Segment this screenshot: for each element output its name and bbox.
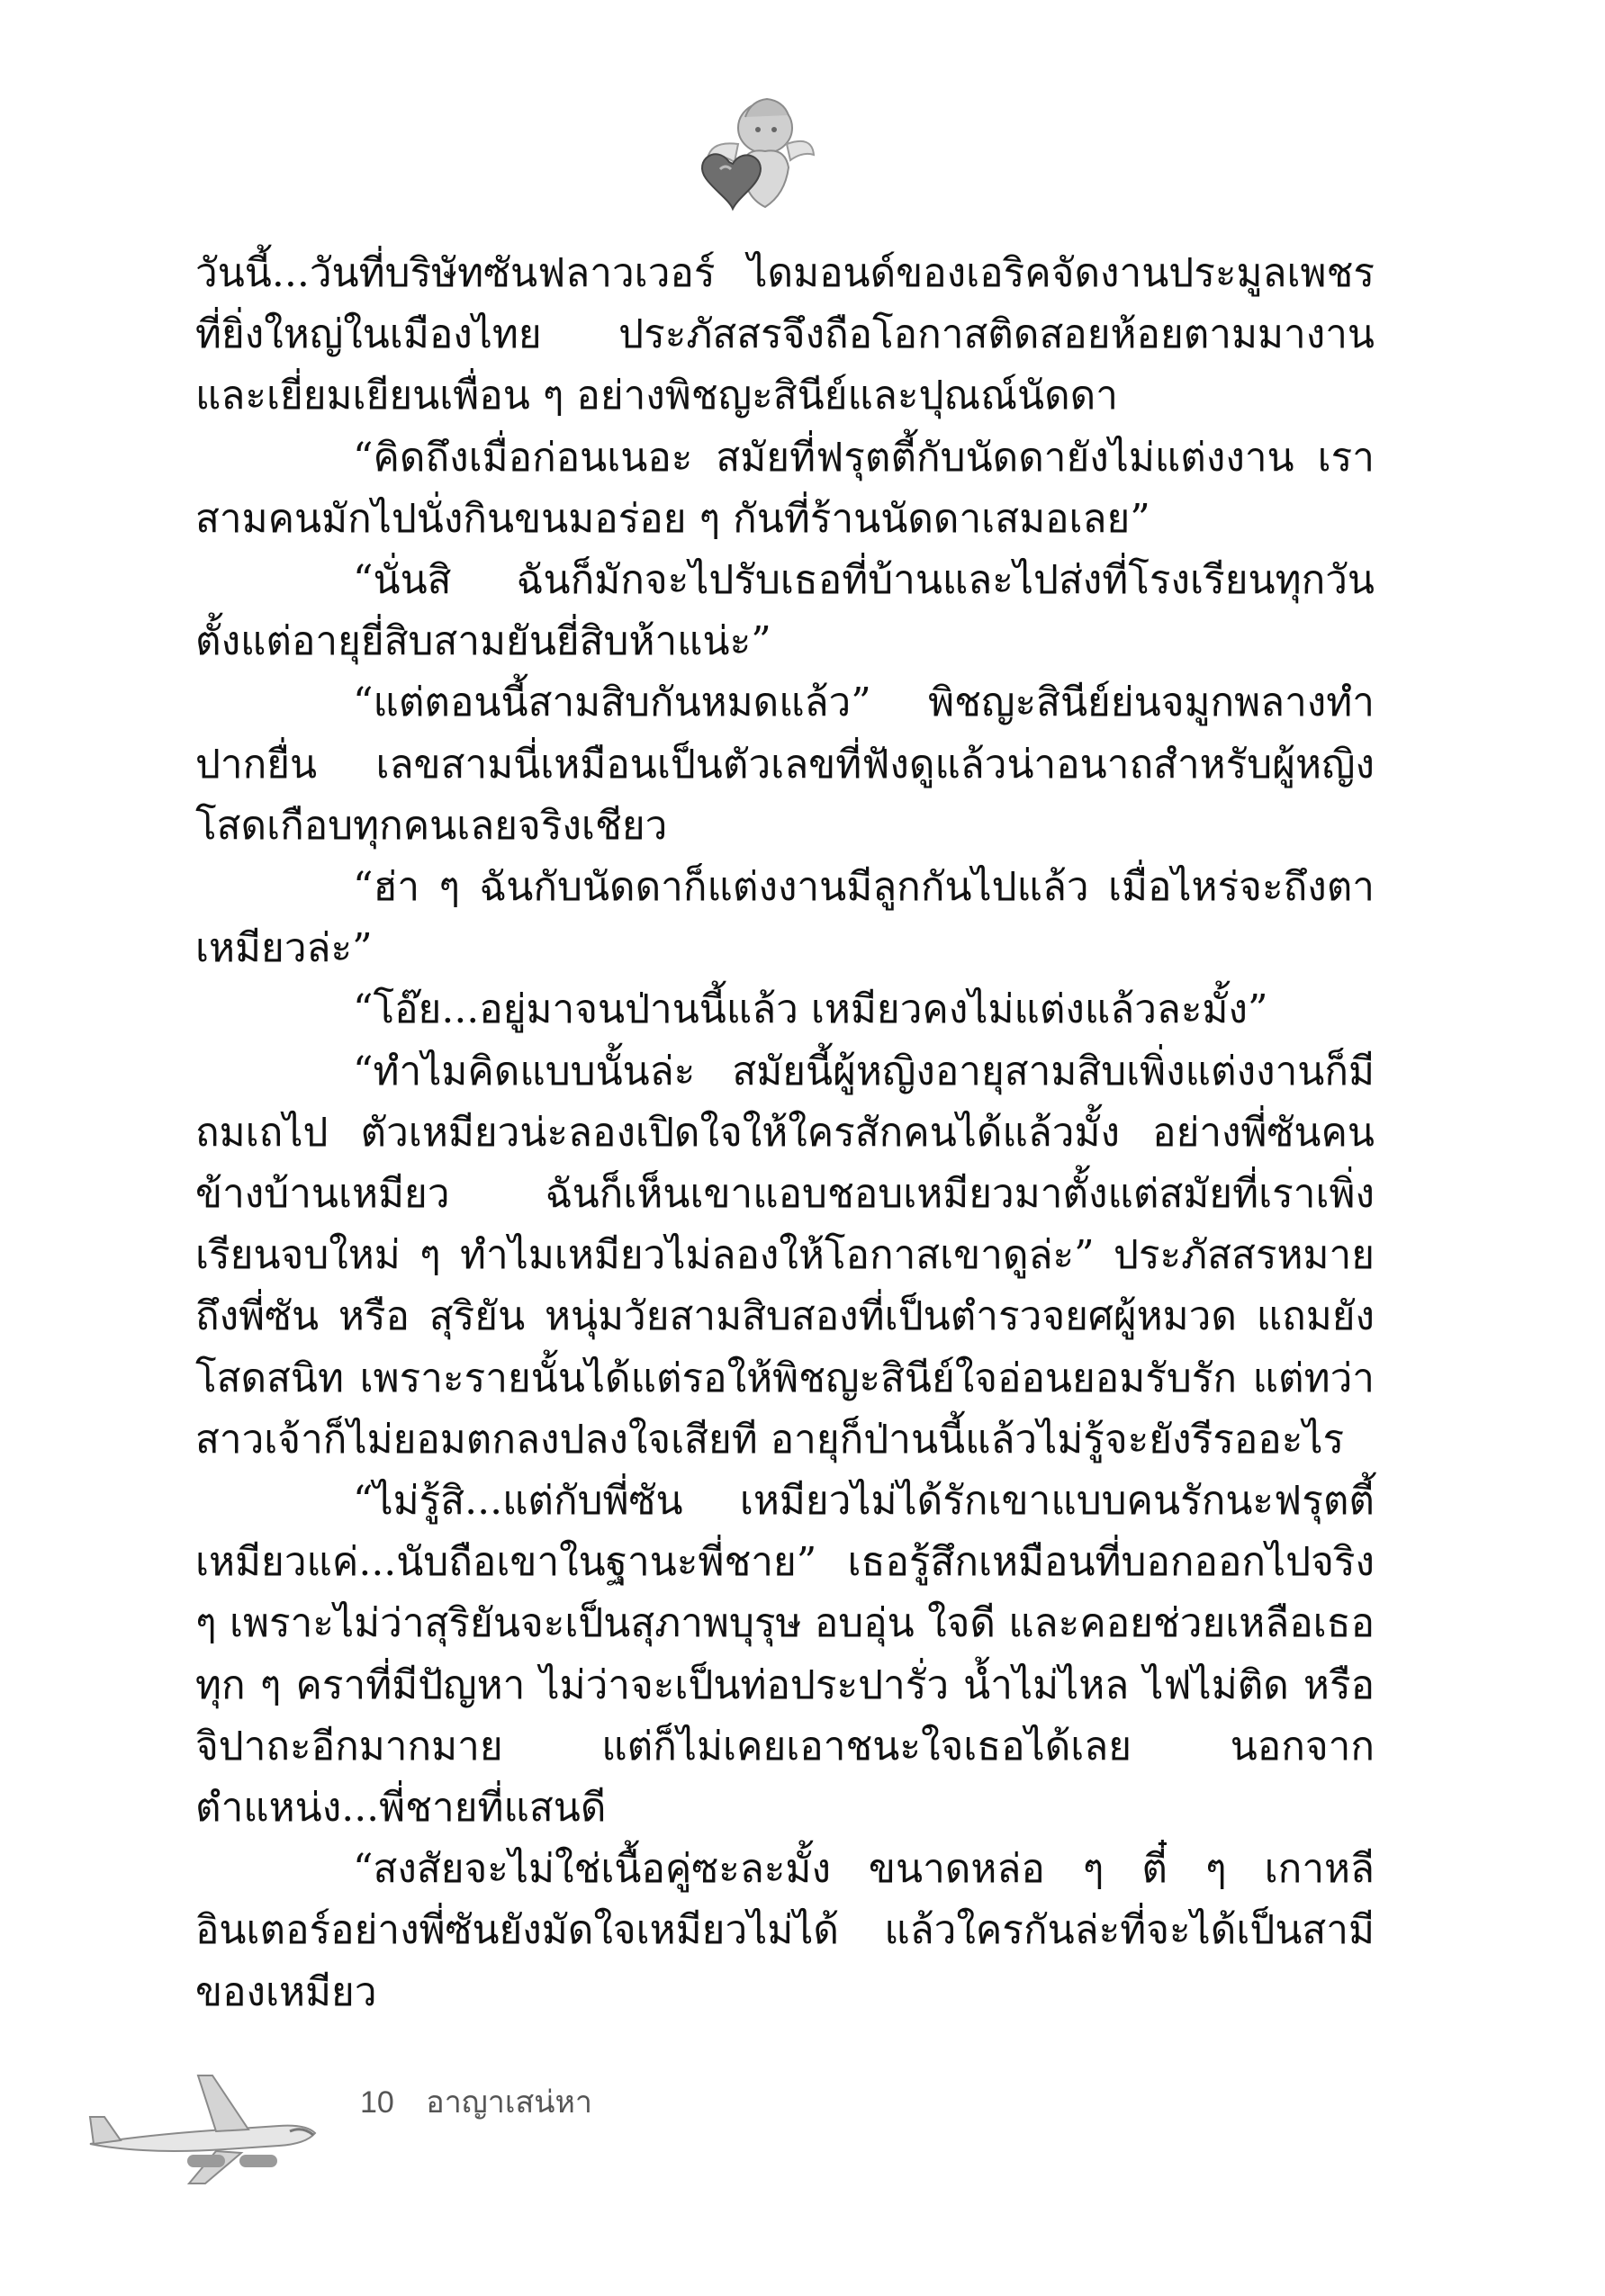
paragraph-1: วันนี้...วันที่บริษัทซันฟลาวเวอร์ ไดมอนด์ของเอริคจัดงานประมูลเพชรที่ยิ่งใหญ่ในเมืองไทย ประภัสสรจึงถือโอกาสติดสอยห้อยตามมางานและเยี่ยมเยียนเพื่อน ๆ อย่างพิชญะสินีย์และปุณณ์นัดดา	[195, 250, 1375, 419]
paragraph-2: “คิดถึงเมื่อก่อนเนอะ สมัยที่ฟรุตตี้กับนัดดายังไม่แต่งงาน เราสามคนมักไปนั่งกินขนมอร่อย ๆ กันที่ร้านนัดดาเสมอเลย”	[195, 434, 1375, 542]
paragraph-9: “สงสัยจะไม่ใช่เนื้อคู่ซะละมั้ง ขนาดหล่อ ๆ ตี๋ ๆ เกาหลีอินเตอร์อย่างพี่ซันยังมัดใจเหมียวไม่ได้ แล้วใครกันล่ะที่จะได้เป็นสามีของเหมียว	[195, 1846, 1375, 2015]
paragraph-8: “ไม่รู้สิ...แต่กับพี่ซัน เหมียวไม่ได้รักเขาแบบคนรักนะฟรุตตี้ เหมียวแค่...นับถือเขาในฐานะพี่ชาย” เธอรู้สึกเหมือนที่บอกออกไปจริง ๆ เพราะไม่ว่าสุริยันจะเป็นสุภาพบุรุษ อบอุ่น ใจดี และคอยช่วยเหลือเธอทุก ๆ คราที่มีปัญหา ไม่ว่าจะเป็นท่อประปารั่ว น้ำไม่ไหล ไฟไม่ติด หรือจิปาถะอีกมากมาย แต่ก็ไม่เคยเอาชนะใจเธอได้เลย นอกจากตำแหน่ง...พี่ชายที่แสนดี	[195, 1478, 1375, 1832]
body-text	[195, 243, 1375, 2023]
page-footer	[81, 2061, 711, 2187]
page-number: 10	[360, 2085, 394, 2120]
cherub-with-heart-icon	[693, 90, 819, 225]
book-title: อาญาเสน่หา	[426, 2085, 592, 2120]
paragraph-4: “แต่ตอนนี้สามสิบกันหมดแล้ว” พิชญะสินีย์ย่นจมูกพลางทำปากยื่น เลขสามนี่เหมือนเป็นตัวเลขที่ฟังดูแล้วน่าอนาถสำหรับผู้หญิงโสดเกือบทุกคนเลยจริงเชียว	[195, 680, 1375, 849]
airplane-icon	[81, 2061, 378, 2187]
paragraph-7: “ทำไมคิดแบบนั้นล่ะ สมัยนี้ผู้หญิงอายุสามสิบเพิ่งแต่งงานก็มีถมเถไป ตัวเหมียวน่ะลองเปิดใจให้ใครสักคนได้แล้วมั้ง อย่างพี่ซันคนข้างบ้านเหมียว ฉันก็เห็นเขาแอบชอบเหมียวมาตั้งแต่สมัยที่เราเพิ่งเรียนจบใหม่ ๆ ทำไมเหมียวไม่ลองให้โอกาสเขาดูล่ะ” ประภัสสรหมายถึงพี่ซัน หรือ สุริยัน หนุ่มวัยสามสิบสองที่เป็นตำรวจยศผู้หมวด แถมยังโสดสนิท เพราะรายนั้นได้แต่รอให้พิชญะสินีย์ใจอ่อนยอมรับรัก แต่ทว่าสาวเจ้าก็ไม่ยอมตกลงปลงใจเสียที อายุก็ป่านนี้แล้วไม่รู้จะยังรีรออะไร	[195, 1048, 1375, 1463]
paragraph-3: “นั่นสิ ฉันก็มักจะไปรับเธอที่บ้านและไปส่งที่โรงเรียนทุกวันตั้งแต่อายุยี่สิบสามยันยี่สิบห้าแน่ะ”	[195, 557, 1375, 665]
paragraph-6: “โอ๊ย...อยู่มาจนป่านนี้แล้ว เหมียวคงไม่แต่งแล้วละมั้ง”	[353, 986, 1268, 1033]
folio	[360, 2077, 592, 2126]
paragraph-5: “ฮ่า ๆ ฉันกับนัดดาก็แต่งงานมีลูกกันไปแล้ว เมื่อไหร่จะถึงตาเหมียวล่ะ”	[195, 864, 1375, 972]
